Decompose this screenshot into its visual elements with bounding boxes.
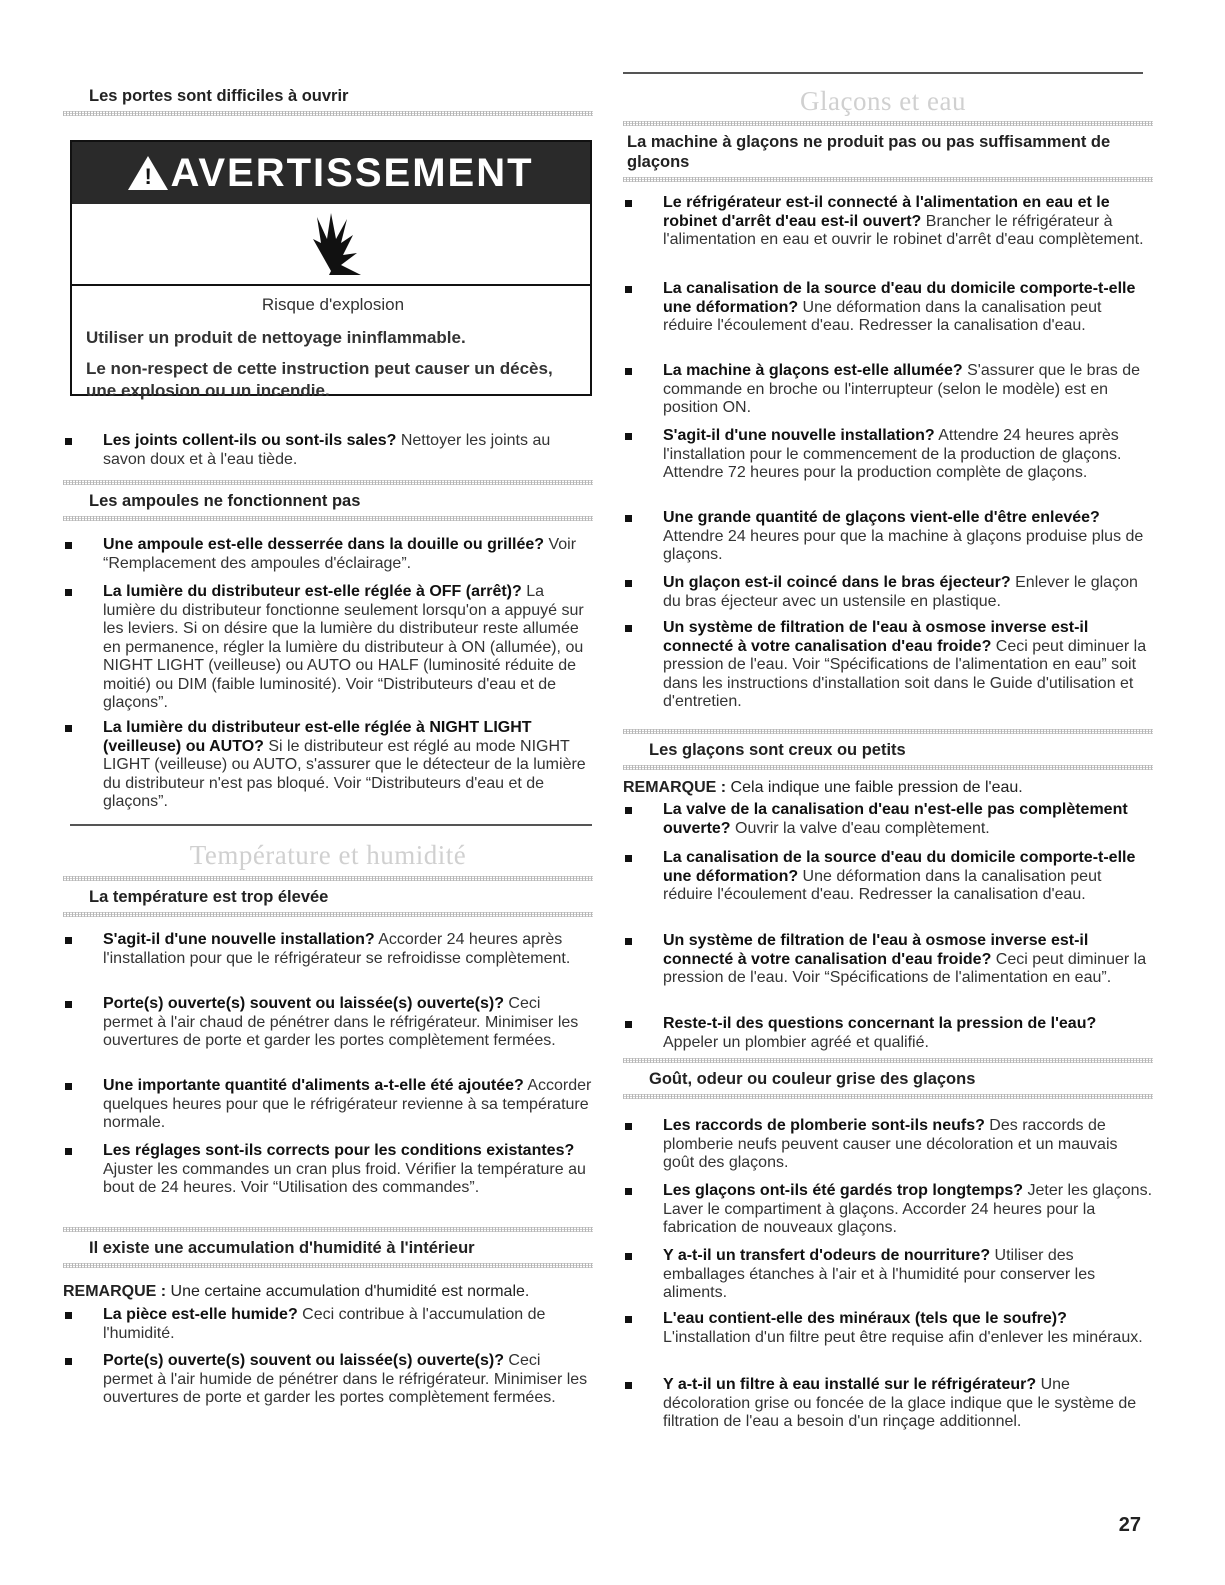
warning-line1: Utiliser un produit de nettoyage ininflammable. <box>86 328 466 347</box>
subheading-taste: Goût, odeur ou couleur grise des glaçons <box>623 1058 1153 1099</box>
list-item: Un glaçon est-il coincé dans le bras éjecteur? Enlever le glaçon du bras éjecteur avec un ustensile en plastique. <box>623 574 1153 611</box>
list-item: Reste-t-il des questions concernant la pression de l'eau? Appeler un plombier agréé et qualifié. <box>623 1015 1153 1052</box>
warning-box <box>70 140 592 400</box>
section-rule <box>70 824 592 826</box>
list-item: L'eau contient-elle des minéraux (tels que le soufre)? L'installation d'un filtre peut être requise afin d'enlever les minéraux. <box>623 1310 1153 1347</box>
list-item: Les raccords de plomberie sont-ils neufs? Des raccords de plomberie neufs peuvent causer une décoloration et un mauvais goût des glaçons. <box>623 1117 1153 1173</box>
list-item: Une importante quantité d'aliments a-t-elle été ajoutée? Accorder quelques heures pour que le réfrigérateur revienne à sa température normale. <box>63 1077 593 1133</box>
warning-line2: Le non-respect de cette instruction peut causer un décès, une explosion ou un incendie. <box>86 359 553 400</box>
section-title-temperature: Température et humidité <box>189 840 467 870</box>
warning-header: ! AVERTISSEMENT <box>72 142 590 204</box>
list-item: Les glaçons ont-ils été gardés trop longtemps? Jeter les glaçons. Laver le compartiment à glaçons. Accorder 24 heures pour la fabrication de nouveaux glaçons. <box>623 1182 1153 1238</box>
subheading-ice: La machine à glaçons ne produit pas ou pas suffisamment de glaçons <box>623 121 1153 182</box>
note: REMARQUE : Cela indique une faible pression de l'eau. <box>623 779 1023 796</box>
subheading-bulbs: Les ampoules ne fonctionnent pas <box>63 480 593 521</box>
list-item: La pièce est-elle humide? Ceci contribue à l'accumulation de l'humidité. <box>63 1306 593 1343</box>
explosion-icon <box>72 204 590 286</box>
subheading-temperature: La température est trop élevée <box>63 876 593 917</box>
list-item: La lumière du distributeur est-elle réglée à NIGHT LIGHT (veilleuse) ou AUTO? Si le distributeur est réglé au mode NIGHT LIGHT (veilleuse) ou AUTO, s'assurer que le détecteur de la lumière du distributeur n'est pas bloqué. Voir “Distributeurs d'eau et de glaçons”. <box>63 719 593 812</box>
list-item: Un système de filtration de l'eau à osmose inverse est-il connecté à votre canalisation d'eau froide? Ceci peut diminuer la pression de l'eau. Voir “Spécifications de l'alimentation en eau” soit dans les instructions d'installation soit dans le Guide d'utilisation et d'entretien. <box>623 619 1153 712</box>
list-item: S'agit-il d'une nouvelle installation? Attendre 24 heures après l'installation pour le commencement de la production de glaçons. Attendre 72 heures pour la production complète de glaçons. <box>623 427 1153 483</box>
list-item: Y a-t-il un filtre à eau installé sur le réfrigérateur? Une décoloration grise ou foncée de la glace indique que le système de filtration de l'eau a besoin d'un rinçage additionnel. <box>623 1376 1153 1432</box>
list-item: La valve de la canalisation d'eau n'est-elle pas complètement ouverte? Ouvrir la valve d'eau complètement. <box>623 801 1153 838</box>
list-item: La canalisation de la source d'eau du domicile comporte-t-elle une déformation? Une déformation dans la canalisation peut réduire l'écoulement d'eau. Redresser la canalisation d'eau. <box>623 849 1153 905</box>
warning-risk-title: Risque d'explosion <box>261 295 405 314</box>
list-item: Les réglages sont-ils corrects pour les conditions existantes? Ajuster les commandes un cran plus froid. Vérifier la température au bout de 24 heures. Voir “Utilisation des commandes”. <box>63 1142 593 1198</box>
list-item: Une ampoule est-elle desserrée dans la douille ou grillée? Voir “Remplacement des ampoules d'éclairage”. <box>63 536 593 573</box>
list-item: S'agit-il d'une nouvelle installation? Accorder 24 heures après l'installation pour que le réfrigérateur se refroidisse complètement. <box>63 931 593 968</box>
list-item: La machine à glaçons est-elle allumée? S'assurer que le bras de commande en broche ou l'interrupteur (selon le modèle) est en position ON. <box>623 362 1153 418</box>
list-item: Le réfrigérateur est-il connecté à l'alimentation en eau et le robinet d'arrêt d'eau est-il ouvert? Brancher le réfrigérateur à l'alimentation en eau et ouvrir le robinet d'arrêt d'eau complètement. <box>623 194 1153 250</box>
section-rule <box>623 72 1143 74</box>
list-item: Une grande quantité de glaçons vient-elle d'être enlevée? Attendre 24 heures pour que la machine à glaçons produise plus de glaçons. <box>623 509 1153 565</box>
page-number: 27 <box>1118 1514 1141 1536</box>
section-title-ice: Glaçons et eau <box>800 86 966 116</box>
note: REMARQUE : Une certaine accumulation d'humidité est normale. <box>63 1283 530 1300</box>
warning-triangle-icon: ! <box>128 156 168 190</box>
list-item: Y a-t-il un transfert d'odeurs de nourriture? Utiliser des emballages étanches à l'air et à l'humidité pour conserver les aliments. <box>623 1247 1153 1303</box>
subheading-doors: Les portes sont difficiles à ouvrir <box>63 80 593 116</box>
subheading-humidity: Il existe une accumulation d'humidité à l'intérieur <box>63 1227 593 1268</box>
list-item: Un système de filtration de l'eau à osmose inverse est-il connecté à votre canalisation d'eau froide? Ceci peut diminuer la pression de l'eau. Voir “Spécifications de l'alimentation en eau”. <box>623 932 1153 988</box>
list-item: La lumière du distributeur est-elle réglée à OFF (arrêt)? La lumière du distributeur fonctionne seulement lorsqu'on a appuyé sur les leviers. Si on désire que la lumière du distributeur reste allumée en permanence, régler la lumière du distributeur à ON (allumée), ou NIGHT LIGHT (veilleuse) ou AUTO ou HALF (luminosité réduite de moitié) ou DIM (faible luminosité). Voir “Distributeurs d'eau et de glaçons”. <box>63 583 593 713</box>
list-item: Porte(s) ouverte(s) souvent ou laissée(s) ouverte(s)? Ceci permet à l'air humide de pénétrer dans le réfrigérateur. Minimiser les ouvertures de porte et garder les portes complètement fermées. <box>63 1352 593 1408</box>
subheading-hollow: Les glaçons sont creux ou petits <box>623 729 1153 770</box>
list-item: La canalisation de la source d'eau du domicile comporte-t-elle une déformation? Une déformation dans la canalisation peut réduire l'écoulement d'eau. Redresser la canalisation d'eau. <box>623 280 1153 336</box>
list-item: Les joints collent-ils ou sont-ils sales? Nettoyer les joints au savon doux et à l'eau tiède. <box>63 432 593 469</box>
list-item: Porte(s) ouverte(s) souvent ou laissée(s) ouverte(s)? Ceci permet à l'air chaud de pénétrer dans le réfrigérateur. Minimiser les ouvertures de porte et garder les portes complètement fermées. <box>63 995 593 1051</box>
